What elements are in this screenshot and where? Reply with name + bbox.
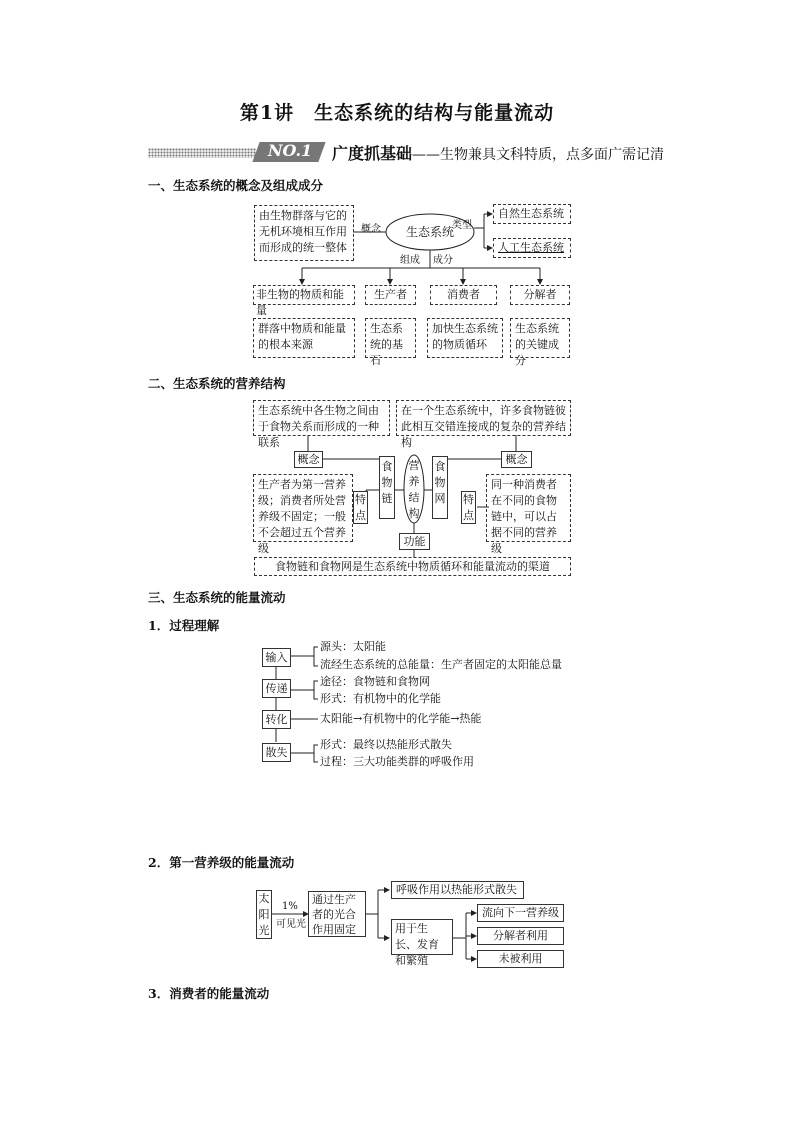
decomposer-desc: 生态系统的关键成分 xyxy=(510,318,570,358)
section3-heading: 三、生态系统的能量流动 xyxy=(148,590,286,605)
abiotic-desc: 群落中物质和能量的根本来源 xyxy=(253,318,355,358)
banner-heading-sub: ——生物兼具文科特质，点多面广需记清 xyxy=(412,147,665,163)
percent-label: 1% xyxy=(282,901,298,912)
next-trophic-box: 流向下一营养级 xyxy=(477,904,564,922)
convert-step: 转化 xyxy=(262,710,291,729)
concept-label-right: 概念 xyxy=(501,451,532,468)
natural-ecosystem-box: 自然生态系统 xyxy=(493,204,571,224)
transfer-line-1: 途径：食物链和食物网 xyxy=(320,675,430,688)
transfer-step: 传递 xyxy=(262,679,291,698)
dissipate-step: 散失 xyxy=(262,743,291,762)
feature-label-right: 特点 xyxy=(463,493,474,522)
producer-box: 生产者 xyxy=(365,285,416,305)
ecosystem-label: 生态系统 xyxy=(405,225,454,239)
function-label: 功能 xyxy=(399,533,430,550)
food-web-box: 食物网 xyxy=(432,456,448,519)
food-web-concept: 在一个生态系统中，许多食物链彼此相互交错连接成的复杂的营养结构 xyxy=(396,400,571,436)
input-step: 输入 xyxy=(262,648,291,667)
function-desc: 食物链和食物网是生态系统中物质循环和能量流动的渠道 xyxy=(254,557,571,576)
concept-label: 概念 xyxy=(361,224,381,235)
consumer-box: 消费者 xyxy=(430,285,497,305)
decomposer-box: 分解者 xyxy=(510,285,570,305)
compose-label: 组成 xyxy=(400,255,420,266)
transfer-line-2: 形式：有机物中的化学能 xyxy=(320,692,441,705)
feature-label-left: 特点 xyxy=(355,493,366,522)
input-line-2: 流经生态系统的总能量：生产者固定的太阳能总量 xyxy=(320,658,562,671)
food-web-features: 同一种消费者在不同的食物链中，可以占据不同的营养级 xyxy=(486,474,571,542)
decomposer-use-box: 分解者利用 xyxy=(477,927,564,945)
first-trophic-subheading: 2．第一营养级的能量流动 xyxy=(148,855,295,870)
ecosystem-definition: 由生物群落与它的无机环境相互作用而形成的统一整体 xyxy=(254,205,354,261)
visible-light-label: 可见光 xyxy=(276,919,306,930)
banner-heading-main: 广度抓基础 xyxy=(332,144,413,163)
food-chain-features: 生产者为第一营养级；消费者所处营养级不固定；一般不会超过五个营养级 xyxy=(253,474,353,542)
type-label: 类型 xyxy=(452,220,472,231)
photosynthesis-fix-box: 通过生产者的光合作用固定 xyxy=(308,891,366,937)
dissipate-line-2: 过程：三大功能类群的呼吸作用 xyxy=(320,755,474,768)
input-line-1: 源头：太阳能 xyxy=(320,640,386,653)
convert-line-1: 太阳能→有机物中的化学能→热能 xyxy=(320,712,482,725)
component-label: 成分 xyxy=(433,255,453,266)
section2-heading: 二、生态系统的营养结构 xyxy=(148,376,286,391)
concept-label-left: 概念 xyxy=(294,451,323,468)
abiotic-component-box: 非生物的物质和能量 xyxy=(253,285,355,305)
trophic-structure-label: 营养结构 xyxy=(408,459,420,520)
artificial-ecosystem-box: 人工生态系统 xyxy=(493,238,571,258)
section1-heading: 一、生态系统的概念及组成成分 xyxy=(148,178,324,193)
page-title: 第1讲 生态系统的结构与能量流动 xyxy=(239,102,555,124)
producer-desc: 生态系统的基石 xyxy=(365,318,416,358)
banner-tag: NO.1 xyxy=(267,141,313,160)
process-subheading: 1．过程理解 xyxy=(148,618,220,633)
consumer-desc: 加快生态系统的物质循环 xyxy=(427,318,503,358)
unused-box: 未被利用 xyxy=(477,950,564,968)
dissipate-line-1: 形式：最终以热能形式散失 xyxy=(320,738,452,751)
consumer-energy-subheading: 3．消费者的能量流动 xyxy=(148,986,270,1001)
respiration-box: 呼吸作用以热能形式散失 xyxy=(391,881,524,899)
food-chain-concept: 生态系统中各生物之间由于食物关系而形成的一种联系 xyxy=(253,400,390,436)
food-chain-box: 食物链 xyxy=(379,456,395,519)
growth-box: 用于生长、发育和繁殖 xyxy=(391,919,453,955)
sunlight-box: 太阳光 xyxy=(256,890,272,939)
